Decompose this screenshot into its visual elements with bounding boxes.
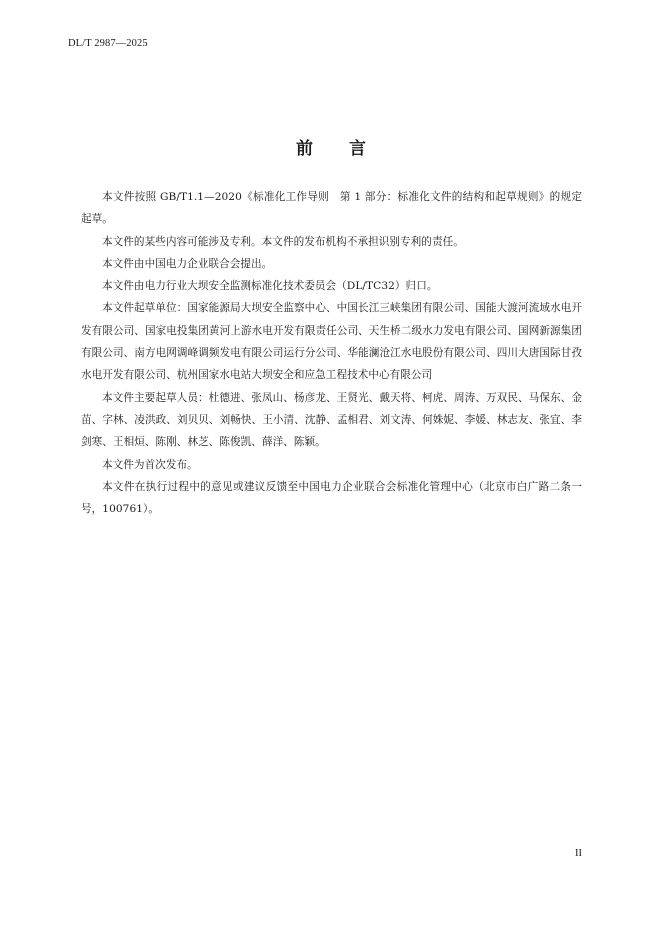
page-number: II (575, 848, 582, 859)
paragraph-technical-committee: 本文件由电力行业大坝安全监测标准化技术委员会（DL/TC32）归口。 (102, 280, 438, 293)
page-title: 前言 (296, 139, 402, 159)
paragraph-proposer: 本文件由中国电力企业联合会提出。 (102, 257, 273, 270)
paragraph-drafting-organizations: 本文件起草单位：国家能源局大坝安全监察中心、中国长江三峡集团有限公司、国能大渡河流域水电开发有限公司、国家电投集团黄河上游水电开发有限责任公司、天生桥二级水力发电有限公司、国网新源集团有限公司、南方电网调峰调频发电有限公司运行分公司、华能澜沧江水电股份有限公司、四川大唐国际甘孜水电开发有限公司、杭州国家水电站大坝安全和应急工程技术中心有限公司 (81, 302, 582, 382)
paragraph-patent-notice: 本文件的某些内容可能涉及专利。本文件的发布机构不承担识别专利的责任。 (102, 235, 464, 248)
paragraph-feedback: 本文件在执行过程中的意见或建议反馈至中国电力企业联合会标准化管理中心（北京市白广路二条一号，100761）。 (81, 480, 582, 516)
foreword-body (81, 186, 582, 520)
paragraph-drafting-basis: 本文件按照 GB/T1.1—2020《标准化工作导则 第 1 部分：标准化文件的结构和起草规则》的规定起草。 (81, 191, 582, 226)
paragraph-drafters: 本文件主要起草人员：杜德进、张凤山、杨彦龙、王贤光、戴天将、柯虎、周涛、万双民、马保东、金苗、字林、凌洪政、刘贝贝、刘畅快、王小清、沈静、孟相君、刘文涛、何姝妮、李媛、林志友、张宜、李剑寒、王相烜、陈刚、林芝、陈俊凯、薛洋、陈颖。 (81, 391, 582, 449)
standard-number: DL/T 2987—2025 (68, 38, 148, 49)
paragraph-first-release: 本文件为首次发布。 (102, 458, 198, 471)
